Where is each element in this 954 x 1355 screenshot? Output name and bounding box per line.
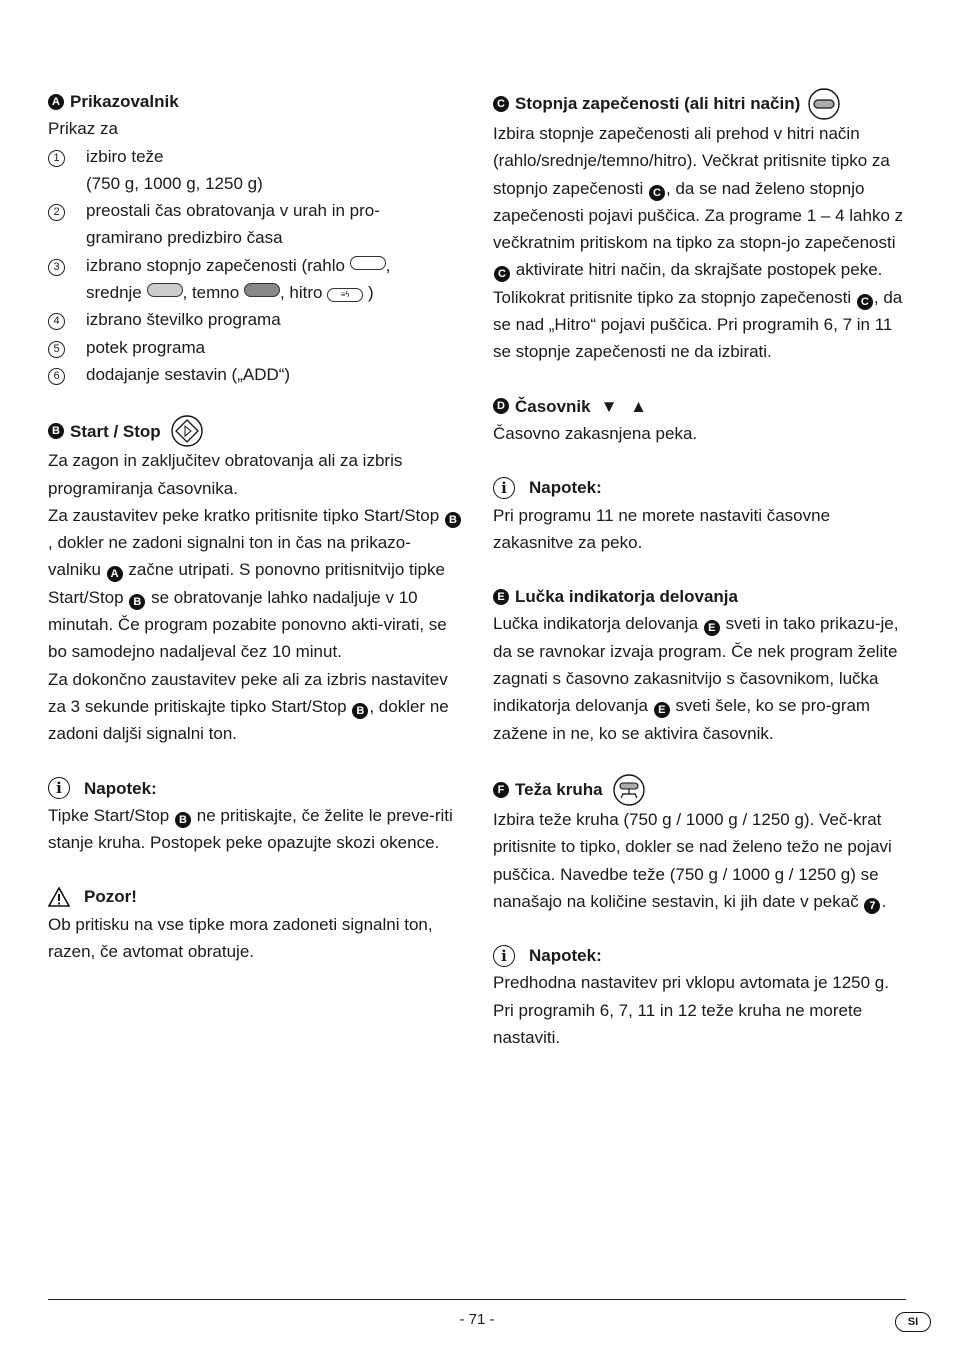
badge-b-ref: B bbox=[129, 594, 145, 610]
start-stop-icon bbox=[171, 415, 203, 447]
badge-b-ref: B bbox=[352, 703, 368, 719]
section-start-stop-heading bbox=[48, 415, 463, 447]
footer-rule bbox=[48, 1299, 906, 1300]
badge-b-ref: B bbox=[175, 812, 191, 828]
fast-mode-icon: ≡ϟ bbox=[327, 288, 363, 302]
num-6: 6 bbox=[48, 368, 65, 385]
language-badge: SI bbox=[895, 1312, 931, 1332]
section-crust-title: Stopnja zapečenosti (ali hitri način) bbox=[515, 94, 801, 114]
section-weight: F Teža kruha Izbira teže kruha (750 g / 1000 g / 1250 g). Več-krat pritisnite to tipko, dokler se nad želeno težo ne pojavi puščica. Navedbe teže (750 g / 1000 g / 1250 g) se nanašajo na količine sestavin, ki jih date v pekač 7 . bbox=[493, 774, 908, 915]
badge-d: D bbox=[493, 398, 509, 414]
badge-c-ref: C bbox=[494, 266, 510, 282]
list-item: 4 izbrano številko programa bbox=[48, 306, 463, 333]
warning: Pozor! Ob pritisku na vse tipke mora zadoneti signalni ton, razen, če avtomat obratuje. bbox=[48, 883, 463, 965]
display-intro: Prikaz za bbox=[48, 119, 118, 139]
badge-b-ref: B bbox=[445, 512, 461, 528]
list-item: 6 dodajanje sestavin („ADD“) bbox=[48, 361, 463, 388]
info-icon: i bbox=[493, 477, 515, 499]
section-display-heading bbox=[48, 88, 463, 115]
list-item: 5 potek programa bbox=[48, 334, 463, 361]
medium-crust-icon bbox=[147, 283, 183, 297]
section-crust: C Stopnja zapečenosti (ali hitri način) Izbira stopnje zapečenosti ali prehod v hitri način (rahlo/srednje/temno/hitro). Večkrat pritisnite tipko za stopnjo zapečenosti C , da se nad želeno stopnjo zapečenosti pojavi puščica. Za programe 1 – 4 lahko z večkratnim pritiskom na tipko za stopn-jo zapečenosti C aktivirate hitri način, da skrajšate postopek peke. Tolikokrat pritisnite tipko za stopnjo zapečenosti C , da se nad „Hitro“ pojavi puščica. Pri programih 6, 7 in 11 se stopnje zapečenosti ne da izbirati. bbox=[493, 88, 908, 366]
note-title: Napotek: bbox=[84, 778, 157, 798]
section-display bbox=[48, 88, 463, 388]
badge-e: E bbox=[493, 589, 509, 605]
badge-c-ref: C bbox=[649, 185, 665, 201]
num-3: 3 bbox=[48, 259, 65, 276]
num-1: 1 bbox=[48, 150, 65, 167]
num-5: 5 bbox=[48, 341, 65, 358]
note-title: Napotek: bbox=[529, 478, 602, 498]
page-number: - 71 - bbox=[459, 1311, 495, 1328]
info-icon: i bbox=[493, 945, 515, 967]
list-item: 1 izbiro teže (750 g, 1000 g, 1250 g) bbox=[48, 143, 463, 198]
section-weight-title: Teža kruha bbox=[515, 780, 603, 800]
note-title: Napotek: bbox=[529, 946, 602, 966]
badge-a: A bbox=[48, 94, 64, 110]
weight-button-icon bbox=[613, 774, 645, 806]
section-timer: D Časovnik ▼ ▲ Časovno zakasnjena peka. bbox=[493, 393, 908, 448]
section-indicator-title: Lučka indikatorja delovanja bbox=[515, 587, 738, 607]
badge-7-ref: 7 bbox=[864, 898, 880, 914]
badge-b: B bbox=[48, 423, 64, 439]
left-column bbox=[48, 88, 463, 992]
info-icon: i bbox=[48, 777, 70, 799]
list-item: 3 izbrano stopnjo zapečenosti (rahlo , srednje , temno , hitro ≡ϟ ) bbox=[48, 252, 463, 307]
light-crust-icon bbox=[350, 256, 386, 270]
badge-c-ref: C bbox=[857, 294, 873, 310]
timer-arrows-icon: ▼ ▲ bbox=[600, 396, 651, 416]
badge-c: C bbox=[493, 96, 509, 112]
badge-f: F bbox=[493, 782, 509, 798]
section-timer-title: Časovnik bbox=[515, 396, 591, 416]
badge-e-ref: E bbox=[654, 702, 670, 718]
num-4: 4 bbox=[48, 313, 65, 330]
note-timer: i Napotek: Pri programu 11 ne morete nastaviti časovne zakasnitve za peko. bbox=[493, 474, 908, 556]
badge-e-ref: E bbox=[704, 620, 720, 636]
num-2: 2 bbox=[48, 204, 65, 221]
crust-button-icon bbox=[808, 88, 840, 120]
note-start-stop: i Napotek: Tipke Start/Stop B ne pritiskajte, če želite le preve-riti stanje kruha. Postopek peke opazujte skozi okence. bbox=[48, 775, 463, 857]
section-start-stop-title: Start / Stop bbox=[70, 421, 161, 441]
note-weight: i Napotek: Predhodna nastavitev pri vklopu avtomata je 1250 g. Pri programih 6, 7, 11 in 12 teže kruha ne morete nastaviti. bbox=[493, 942, 908, 1051]
dark-crust-icon bbox=[244, 283, 280, 297]
section-display-title: Prikazovalnik bbox=[70, 92, 179, 111]
warning-icon bbox=[48, 887, 70, 907]
warning-title: Pozor! bbox=[84, 887, 137, 907]
section-start-stop: B Start / Stop Za zagon in zaključitev obratovanja ali za izbris programiranja časovnika. Za zaustavitev peke kratko pritisnite tipko Start/Stop B, dokler ne zadoni signalni ton in čas na prikazo-valniku A začne utripati. S ponovno pritisnitvijo tipke Start/Stop B se obratovanje lahko nadaljuje v 10 minutah. Če program pozabite ponovno akti-virati, se bo samodejno nadaljeval čez 10 minut. Za dokončno zaustavitev peke ali za izbris nastavitev za 3 sekunde pritiskajte tipko Start/Stop B , dokler ne zadoni daljši signalni ton. bbox=[48, 415, 463, 747]
list-item: 2 preostali čas obratovanja v urah in pro- gramirano predizbiro časa bbox=[48, 197, 463, 252]
section-indicator: E Lučka indikatorja delovanja Lučka indikatorja delovanja E sveti in tako prikazu-je, da se ravnokar izvaja program. Če nek program želite zagnati s časovno zakasnitvijo s časovnikom, lučka indikatorja delovanja E sveti šele, ko se pro-gram zažene in ne, ko se aktivira časovnik. bbox=[493, 583, 908, 747]
right-column bbox=[493, 88, 908, 1078]
badge-a-ref: A bbox=[107, 566, 123, 582]
